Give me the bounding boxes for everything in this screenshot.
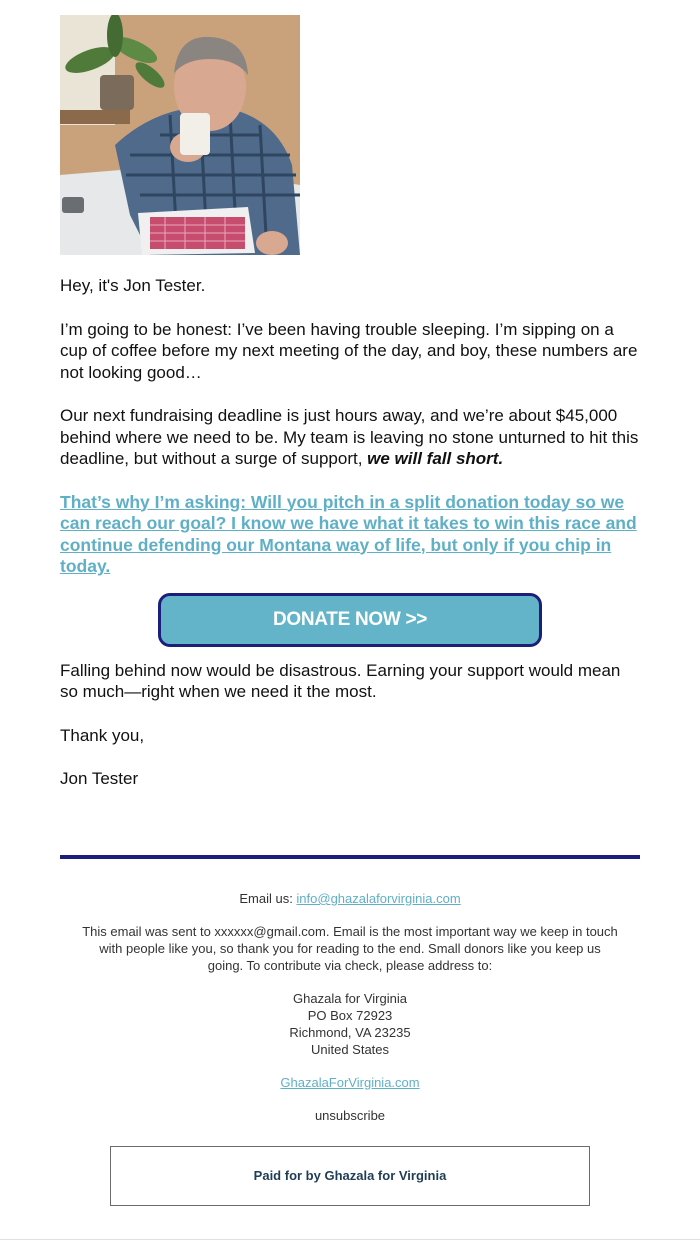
footer-notice: This email was sent to xxxxxx@gmail.com. Email is the most important way we keep in touch with people like you, so thank you for reading to the end. Small donors like you keep us going. To contribute via check, please address to: — [82, 924, 618, 973]
website-link[interactable]: GhazalaForVirginia.com — [280, 1075, 420, 1090]
paid-for-box — [110, 1146, 590, 1206]
email-us-line — [80, 890, 620, 907]
bottom-divider — [0, 1239, 700, 1240]
donate-button-wrap — [60, 593, 640, 647]
website-line — [80, 1074, 620, 1091]
email-body — [60, 15, 640, 790]
unsubscribe-link[interactable]: unsubscribe — [314, 1108, 386, 1123]
thanks-text: Thank you, — [60, 725, 145, 745]
donate-now-button[interactable]: DONATE NOW >> — [158, 593, 542, 647]
paid-for-text: Paid for by Ghazala for Virginia — [253, 1168, 447, 1183]
address-country: United States — [310, 1042, 390, 1057]
emphasis-fall-short: we will fall short. — [367, 449, 504, 468]
paragraph-coffee: I’m going to be honest: I’ve been having trouble sleeping. I’m sipping on a cup of coffee before my next meeting of the day, and boy, these numbers are not looking good… — [60, 319, 638, 382]
footer-divider — [60, 855, 640, 859]
email-link[interactable]: info@ghazalaforvirginia.com — [296, 891, 461, 906]
address-city: Richmond, VA 23235 — [289, 1025, 411, 1040]
address-po: PO Box 72923 — [307, 1008, 393, 1023]
footer — [80, 890, 620, 1124]
address-name: Ghazala for Virginia — [293, 991, 407, 1006]
donation-ask-link[interactable]: That’s why I’m asking: Will you pitch in a split donation today so we can reach our goal? I know we have what it takes to win this race and continue defending our Montana way of life, but only if you chip in today. — [60, 491, 637, 576]
portrait-photo — [60, 15, 300, 255]
paragraph-deadline-text: Our next fundraising deadline is just hours away, and we’re about $45,000 behind where we need to be. My team is leaving no stone unturned to hit this deadline, but without a surge of support, — [60, 406, 639, 468]
paragraph-deadline — [60, 405, 640, 470]
signature-text: Jon Tester — [60, 769, 139, 788]
email-us-label: Email us: — [239, 891, 297, 906]
paragraph-falling-behind: Falling behind now would be disastrous. Earning your support would mean so much—right when we need it the most. — [60, 660, 621, 701]
greeting-text: Hey, it's Jon Tester. — [60, 276, 206, 295]
portrait-photo-icon — [60, 15, 300, 255]
